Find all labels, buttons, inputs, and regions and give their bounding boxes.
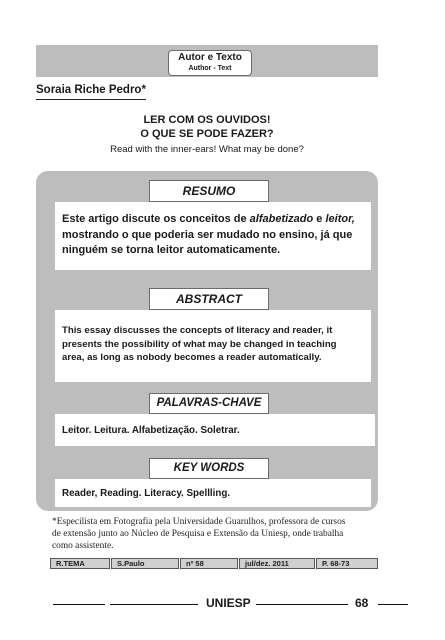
citation-number: nº 58	[180, 558, 238, 569]
resumo-text	[62, 212, 355, 259]
footer-publisher: UNIESP	[206, 596, 251, 610]
footer-rule-left-2	[110, 604, 198, 605]
citation-date: jul/dez. 2011	[239, 558, 315, 569]
abstract-text	[62, 324, 337, 365]
footer-rule-left	[53, 604, 105, 605]
author-footnote	[52, 516, 382, 552]
citation-city: S.Paulo	[111, 558, 179, 569]
article-subtitle: Read with the inner-ears! What may be done?	[110, 144, 304, 155]
palavras-chave-text: Leitor. Leitura. Alfabetização. Soletrar.	[62, 425, 240, 436]
citation-journal: R.TEMA	[50, 558, 110, 569]
abstract-line-2: presents the possibility of what may be changed in teaching	[62, 338, 337, 350]
section-label-pt: Autor e Texto	[178, 52, 242, 63]
footnote-line-2: de extensão junto ao Núcleo de Pesquisa e Extensão da Uniesp, onde trabalha	[52, 529, 344, 539]
key-words-heading: KEY WORDS	[149, 458, 269, 479]
resumo-line-2: mostrando o que poderia ser mudado no ensino, já que	[62, 228, 353, 241]
citation-strip	[50, 558, 378, 569]
resumo-line-3: ninguém se torna leitor automaticamente.	[62, 244, 281, 256]
article-title-line-1: LER COM OS OUVIDOS!	[143, 114, 271, 126]
abstract-line-1: This essay discusses the concepts of literacy and reader, it	[62, 325, 333, 336]
key-words-text: Reader, Reading. Literacy. Spellling.	[62, 488, 231, 499]
footnote-line-1: *Especilista em Fotografia pela Universidade Guarulhos, professora de cursos	[52, 517, 346, 527]
resumo-heading: RESUMO	[149, 180, 269, 202]
footer-rule-right	[378, 604, 408, 605]
abstract-heading: ABSTRACT	[149, 288, 269, 310]
citation-pages: P. 68-73	[316, 558, 378, 569]
footnote-line-3: como assistente.	[52, 541, 114, 551]
article-title-line-2: O QUE SE PODE FAZER?	[140, 128, 274, 140]
abstract-line-3: area, as long as nobody becomes a reader automatically.	[62, 352, 322, 363]
section-label-en: Author - Text	[188, 65, 232, 72]
resumo-line-1: Este artigo discute os conceitos de alfabetizado e leitor,	[62, 213, 355, 225]
section-label	[168, 50, 252, 76]
page-number: 68	[355, 596, 369, 610]
author-name: Soraia Riche Pedro*	[36, 84, 146, 100]
footer-rule-middle	[256, 604, 348, 605]
palavras-chave-heading: PALAVRAS-CHAVE	[149, 393, 269, 414]
